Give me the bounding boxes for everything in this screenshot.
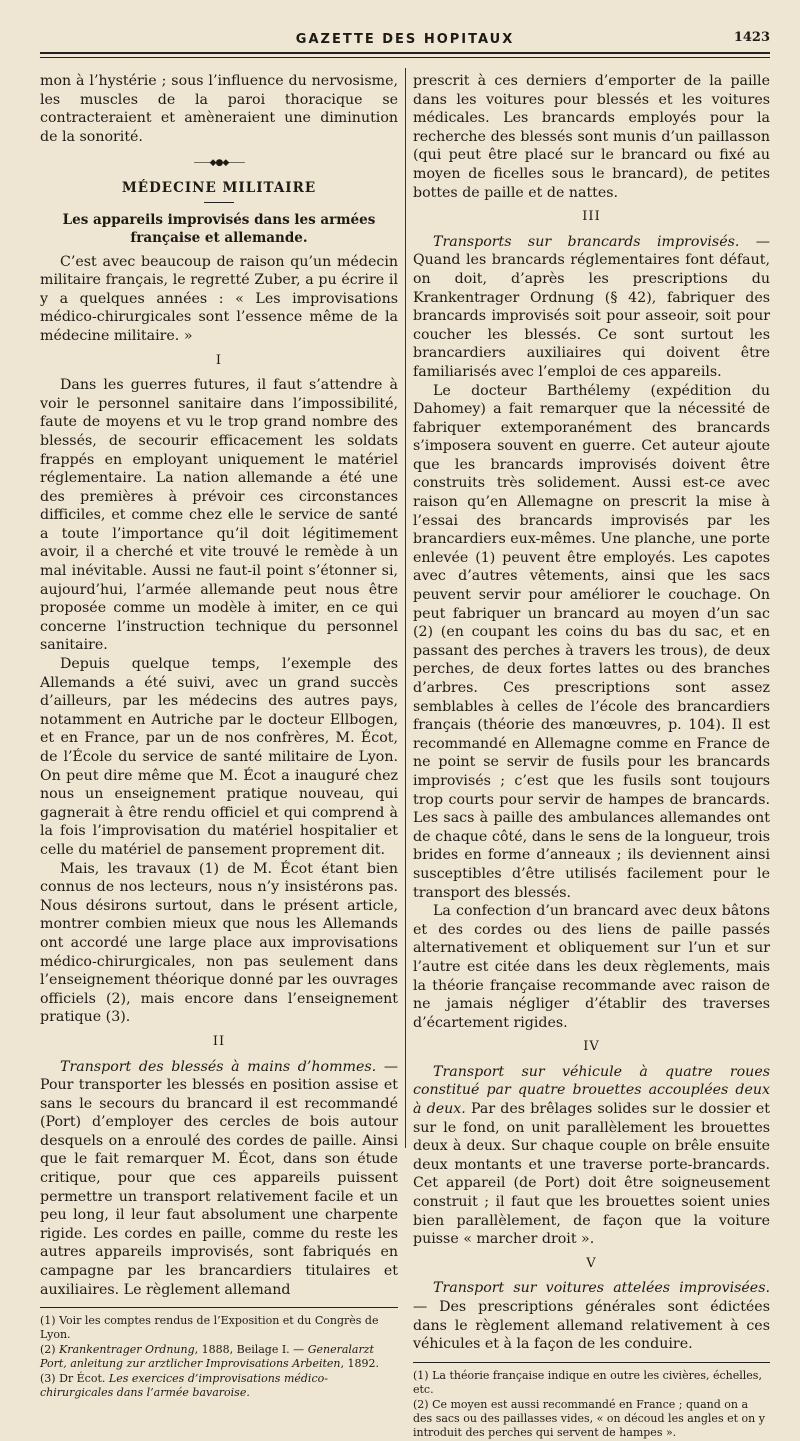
paragraph-transport-hands bbox=[40, 1058, 398, 1300]
footnote-number: (3) Dr Écot. bbox=[40, 1372, 109, 1386]
page-header bbox=[40, 30, 770, 66]
paragraph-carts bbox=[413, 1279, 770, 1353]
footnote-number: (2) bbox=[40, 1343, 60, 1357]
page-number: 1423 bbox=[733, 30, 770, 45]
footnote-rule bbox=[413, 1362, 770, 1363]
section-number-5: V bbox=[586, 1255, 597, 1271]
article-title: Les appareils improvisés dans les armées française et allemande. bbox=[62, 211, 376, 246]
short-rule bbox=[204, 202, 234, 203]
footnote-1: (1) La théorie française indique en outre les civières, échelles, etc. bbox=[413, 1368, 762, 1396]
paragraph-lead: Transport sur véhicule à quatre roues constitué par quatre brouettes accouplées deux à deux. bbox=[413, 1063, 770, 1118]
footnote-3 bbox=[40, 1372, 398, 1400]
column-divider bbox=[405, 68, 406, 1148]
paragraph-intro-quote: C’est avec beaucoup de raison qu’un médecin militaire français, le regretté Zuber, a pu écrire il y a quelques années : « Les improvisations médico-chirurgicales sont l’essence même de la médecine militaire. » bbox=[40, 253, 398, 344]
section-number-2: II bbox=[212, 1033, 226, 1049]
footnote-text: , 1892. bbox=[340, 1357, 379, 1371]
footnote-1: (1) Voir les comptes rendus de l’Exposition et du Congrès de Lyon. bbox=[40, 1314, 379, 1342]
section-number-1: I bbox=[215, 352, 223, 368]
paragraph-works: Mais, les travaux (1) de M. Écot étant bien connus de nos lecteurs, nous n’y insistérons pas. Nous désirons surtout, dans le présent article, montrer combien mieux que nous les Allemands ont accordé une large place aux improvisations médico-chirurgicales, non pas seulement dans l’enseignement théorique donné par les ouvrages officiels (2), mais encore dans l’enseignement pratique (3). bbox=[40, 860, 398, 1026]
footnote-text: , 1888, Beilage I. — bbox=[194, 1343, 308, 1357]
left-column bbox=[40, 72, 398, 1401]
paragraph-body: — Des prescriptions générales sont édictées dans le règlement allemand relativement à ces véhicules et à la façon de les conduire. bbox=[413, 1299, 770, 1353]
header-rule-top bbox=[40, 52, 770, 54]
footnote-rule bbox=[40, 1307, 398, 1308]
section-heading: MÉDECINE MILITAIRE bbox=[121, 179, 317, 196]
paragraph-wheelbarrows bbox=[413, 1063, 770, 1249]
paragraph-wars: Dans les guerres futures, il faut s’attendre à voir le personnel sanitaire dans l’impossibilité, faute de moyens et vu le trop grand nombre des blessés, de secourir efficacement les soldats frappés en employant uniquement le matériel réglementaire. La nation allemande a été une des premières à prévoir ces circonstances difficiles, et comme chez elle le service de santé a toute l’importance qu’il doit légitimement avoir, il a cherché et vite trouvé le remède à un mal inévitable. Aussi ne faut-il point s’étonner si, aujourd’hui, l’armée allemande peut nous être proposée comme un modèle à imiter, en ce qui concerne l’instruction technique du personnel sanitaire. bbox=[40, 377, 398, 654]
section-number-4: IV bbox=[583, 1039, 600, 1055]
paragraph-barthelemy: Le docteur Barthélemy (expédition du Dahomey) a fait remarquer que la nécessité de fabriquer extemporanément des brancards s’imposera souvent en guerre. Cet auteur ajoute que les brancards improvisés doivent être construits très solidement. Aussi est-ce avec raison qu’en Allemagne on prescrit la mise à l’essai des brancards improvisés par les brancardiers eux-mêmes. Une planche, une porte enlevée (1) peuvent être employés. Les capotes avec d’autres vêtements, ainsi que les sacs peuvent servir pour améliorer le couchage. On peut fabriquer un brancard au moyen d’un sac (2) (en coupant les coins du bas du sac, et en passant des perches à travers les trous), de deux perches, de deux fortes lattes ou des branches d’arbres. Ces prescriptions sont assez semblables à celles de l’école des brancardiers français (théorie des manœuvres, p. 104). Il est recommandé en Allemagne comme en France de ne point se servir de fusils pour les brancards improvisés ; c’est que les fusils sont toujours trop courts pour servir de hampes de brancards. Les sacs à paille des ambulances allemandes ont de chaque côté, dans le sens de la longueur, trois brides en forme d’anneaux ; ils deviennent ainsi susceptibles d’être utilisés facilement pour le transport des blessés. bbox=[413, 382, 770, 901]
footnote-2 bbox=[40, 1343, 398, 1371]
header-rule-bottom bbox=[40, 57, 770, 58]
paragraph-body: Par des brêlages solides sur le dossier et sur le fond, on unit parallèlement les brouettes deux à deux. Sur chaque couple on brêle ensuite deux montants et une traverse porte-brancards. Cet appareil (de Port) doit être soigneusement construit ; il faut que les brouettes soient unies bien parallèlement, de façon que la voiture puisse « marcher droit ». bbox=[413, 1101, 770, 1248]
footnotes bbox=[413, 1369, 770, 1440]
footnote-title: Les exercices d’improvisations médico-chirurgicales dans l’armée bavaroise. bbox=[40, 1372, 328, 1400]
right-column bbox=[413, 72, 770, 1441]
running-title: GAZETTE DES HOPITAUX bbox=[295, 32, 515, 47]
section-number-3: III bbox=[582, 209, 601, 225]
footnote-title: Generalarzt Port, anleitung zur arztlicher Improvisations Arbeiten bbox=[40, 1343, 374, 1371]
paragraph-poles: La confection d’un brancard avec deux bâtons et des cordes ou des liens de paille passés alternativement et obliquement sur l’un et sur l’autre est citée dans les deux règlements, mais la théorie française recommande avec raison de ne jamais négliger d’établir des traverses d’écartement rigides. bbox=[413, 903, 770, 1031]
paragraph-lead: Transports sur brancards improvisés. bbox=[433, 233, 740, 250]
paragraph-lead: Transport sur voitures attelées improvisées. bbox=[433, 1280, 770, 1297]
paragraph-improvised-stretchers bbox=[413, 233, 770, 382]
footnotes bbox=[40, 1314, 398, 1400]
footnote-title: Krankentrager Ordnung bbox=[59, 1343, 195, 1357]
ornament-divider: ——◆●◆—— bbox=[193, 158, 245, 169]
paragraph-straw: prescrit à ces derniers d’emporter de la paille dans les voitures pour blessés et les voitures médicales. Les brancards employés pour la recherche des blessés sont munis d’un paillasson (qui peut être placé sur le brancard ou fixé au moyen de ficelles sous le brancard), de petites bottes de paille et de nattes. bbox=[413, 73, 770, 201]
intro-paragraph: mon à l’hystérie ; sous l’influence du nervosisme, les muscles de la paroi thoracique se contracteraient et amèneraient une diminution de la sonorité. bbox=[40, 73, 398, 145]
paragraph-example: Depuis quelque temps, l’exemple des Allemands a été suivi, avec un grand succès d’ailleurs, par les médecins des autres pays, notamment en Autriche par le docteur Ellbogen, et en France, par un de nos confrères, M. Écot, de l’École du service de santé militaire de Lyon. On peut dire même que M. Écot a inauguré chez nous un enseignement pratique nouveau, qui gagnerait à être rendu officiel et qui comprend à la fois l’improvisation du matériel hospitalier et celle du matériel de pansement proprement dit. bbox=[40, 656, 398, 858]
paragraph-lead: Transport des blessés à mains d’hommes. bbox=[60, 1058, 377, 1075]
footnote-2: (2) Ce moyen est aussi recommandé en France ; quand on a des sacs ou des paillasses vides, « on découd les angles et on y introduit des perches qui servent de hampes ». bbox=[413, 1397, 765, 1439]
paragraph-body: — Quand les brancards réglementaires font défaut, on doit, d’après les prescriptions du Krankentrager Ordnung (§ 42), fabriquer des brancards improvisés soit pour asseoir, soit pour coucher les blessés. Ce sont surtout les brancardiers auxiliaires qui doivent être familiarisés avec l’emploi de ces appareils. bbox=[413, 233, 770, 380]
paragraph-body: — Pour transporter les blessés en position assise et sans le secours du brancard il est recommandé (Port) d’employer des cercles de bois autour desquels on a enroulé des cordes de paille. Ainsi que le fait remarquer M. Écot, dans son étude critique, pour que ces appareils puissent permettre un transport relativement facile et un peu long, il leur faut absolument une charpente rigide. Les cordes en paille, comme du reste les autres appareils improvisés, sont fabriqués en campagne par les brancardiers titulaires et auxiliaires. Le règlement allemand bbox=[40, 1058, 399, 1298]
